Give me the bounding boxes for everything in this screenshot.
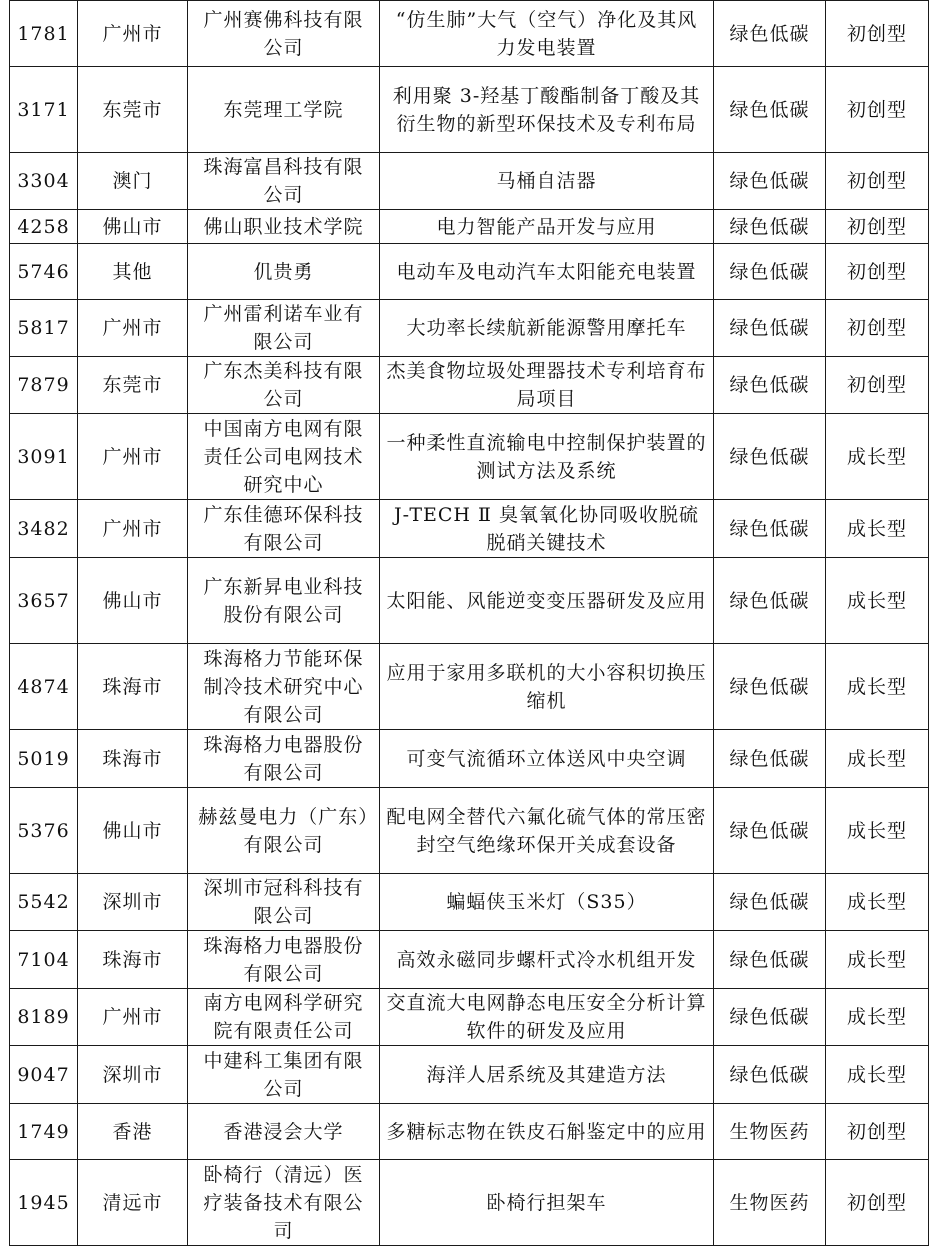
table-row [10, 644, 929, 730]
project-name-cell: “仿生肺”大气（空气）净化及其风力发电装置 [380, 1, 714, 67]
stage-cell: 初创型 [826, 153, 929, 210]
project-name-cell: 多糖标志物在铁皮石斛鉴定中的应用 [380, 1104, 714, 1160]
table-row [10, 1, 929, 67]
project-id-cell: 3171 [10, 67, 78, 153]
project-id-cell: 3091 [10, 414, 78, 500]
city-cell: 珠海市 [78, 644, 188, 730]
project-id-cell: 4258 [10, 210, 78, 244]
project-name-cell: 海洋人居系统及其建造方法 [380, 1046, 714, 1104]
field-cell: 绿色低碳 [714, 788, 826, 874]
city-cell: 东莞市 [78, 67, 188, 153]
stage-cell: 成长型 [826, 500, 929, 558]
stage-cell: 成长型 [826, 558, 929, 644]
project-name-cell: 应用于家用多联机的大小容积切换压缩机 [380, 644, 714, 730]
field-cell: 生物医药 [714, 1104, 826, 1160]
stage-cell: 初创型 [826, 244, 929, 300]
city-cell: 深圳市 [78, 874, 188, 931]
field-cell: 绿色低碳 [714, 644, 826, 730]
field-cell: 绿色低碳 [714, 989, 826, 1046]
field-cell: 绿色低碳 [714, 414, 826, 500]
city-cell: 其他 [78, 244, 188, 300]
city-cell: 珠海市 [78, 931, 188, 989]
field-cell: 绿色低碳 [714, 558, 826, 644]
stage-cell: 成长型 [826, 1046, 929, 1104]
project-id-cell: 4874 [10, 644, 78, 730]
city-cell: 香港 [78, 1104, 188, 1160]
project-id-cell: 3657 [10, 558, 78, 644]
project-name-cell: 马桶自洁器 [380, 153, 714, 210]
organization-cell: 东莞理工学院 [188, 67, 380, 153]
organization-cell: 深圳市冠科科技有限公司 [188, 874, 380, 931]
project-name-cell: 可变气流循环立体送风中央空调 [380, 730, 714, 788]
stage-cell: 成长型 [826, 989, 929, 1046]
stage-cell: 初创型 [826, 1160, 929, 1246]
project-name-cell: 大功率长续航新能源警用摩托车 [380, 300, 714, 357]
table-row [10, 989, 929, 1046]
stage-cell: 成长型 [826, 644, 929, 730]
project-name-cell: 太阳能、风能逆变变压器研发及应用 [380, 558, 714, 644]
organization-cell: 广州雷利诺车业有限公司 [188, 300, 380, 357]
project-id-cell: 5817 [10, 300, 78, 357]
field-cell: 绿色低碳 [714, 153, 826, 210]
stage-cell: 成长型 [826, 931, 929, 989]
table-row [10, 210, 929, 244]
city-cell: 深圳市 [78, 1046, 188, 1104]
field-cell: 生物医药 [714, 1160, 826, 1246]
stage-cell: 成长型 [826, 874, 929, 931]
project-id-cell: 5019 [10, 730, 78, 788]
organization-cell: 佛山职业技术学院 [188, 210, 380, 244]
table-row [10, 357, 929, 414]
project-name-cell: 高效永磁同步螺杆式冷水机组开发 [380, 931, 714, 989]
organization-cell: 仉贵勇 [188, 244, 380, 300]
project-name-cell: 一种柔性直流输电中控制保护装置的测试方法及系统 [380, 414, 714, 500]
table-body [10, 1, 929, 1246]
project-id-cell: 9047 [10, 1046, 78, 1104]
project-id-cell: 7104 [10, 931, 78, 989]
project-name-cell: 电力智能产品开发与应用 [380, 210, 714, 244]
table-row [10, 1046, 929, 1104]
field-cell: 绿色低碳 [714, 931, 826, 989]
table-row [10, 153, 929, 210]
project-name-cell: 利用聚 3-羟基丁酸酯制备丁酸及其衍生物的新型环保技术及专利布局 [380, 67, 714, 153]
city-cell: 佛山市 [78, 788, 188, 874]
table-row [10, 414, 929, 500]
field-cell: 绿色低碳 [714, 67, 826, 153]
organization-cell: 珠海格力节能环保制冷技术研究中心有限公司 [188, 644, 380, 730]
field-cell: 绿色低碳 [714, 874, 826, 931]
organization-cell: 广东佳德环保科技有限公司 [188, 500, 380, 558]
project-id-cell: 1781 [10, 1, 78, 67]
project-id-cell: 1749 [10, 1104, 78, 1160]
city-cell: 广州市 [78, 1, 188, 67]
stage-cell: 成长型 [826, 788, 929, 874]
organization-cell: 广州赛佛科技有限公司 [188, 1, 380, 67]
stage-cell: 初创型 [826, 1, 929, 67]
table-row [10, 788, 929, 874]
city-cell: 佛山市 [78, 210, 188, 244]
field-cell: 绿色低碳 [714, 300, 826, 357]
stage-cell: 初创型 [826, 300, 929, 357]
project-name-cell: 卧椅行担架车 [380, 1160, 714, 1246]
field-cell: 绿色低碳 [714, 1046, 826, 1104]
organization-cell: 赫兹曼电力（广东）有限公司 [188, 788, 380, 874]
table-row [10, 1104, 929, 1160]
organization-cell: 卧椅行（清远）医疗装备技术有限公司 [188, 1160, 380, 1246]
stage-cell: 初创型 [826, 1104, 929, 1160]
project-name-cell: 电动车及电动汽车太阳能充电装置 [380, 244, 714, 300]
stage-cell: 初创型 [826, 67, 929, 153]
organization-cell: 南方电网科学研究院有限责任公司 [188, 989, 380, 1046]
field-cell: 绿色低碳 [714, 210, 826, 244]
organization-cell: 香港浸会大学 [188, 1104, 380, 1160]
project-name-cell: J-TECH Ⅱ 臭氧氧化协同吸收脱硫脱硝关键技术 [380, 500, 714, 558]
stage-cell: 成长型 [826, 730, 929, 788]
table-row [10, 730, 929, 788]
organization-cell: 珠海格力电器股份有限公司 [188, 931, 380, 989]
city-cell: 珠海市 [78, 730, 188, 788]
stage-cell: 初创型 [826, 357, 929, 414]
project-name-cell: 蝙蝠侠玉米灯（S35） [380, 874, 714, 931]
field-cell: 绿色低碳 [714, 730, 826, 788]
field-cell: 绿色低碳 [714, 500, 826, 558]
city-cell: 广州市 [78, 414, 188, 500]
city-cell: 广州市 [78, 300, 188, 357]
city-cell: 广州市 [78, 500, 188, 558]
project-name-cell: 交直流大电网静态电压安全分析计算软件的研发及应用 [380, 989, 714, 1046]
table-row [10, 874, 929, 931]
stage-cell: 初创型 [826, 210, 929, 244]
field-cell: 绿色低碳 [714, 1, 826, 67]
project-id-cell: 5542 [10, 874, 78, 931]
project-id-cell: 3304 [10, 153, 78, 210]
project-id-cell: 3482 [10, 500, 78, 558]
table-row [10, 300, 929, 357]
organization-cell: 中国南方电网有限责任公司电网技术研究中心 [188, 414, 380, 500]
field-cell: 绿色低碳 [714, 244, 826, 300]
organization-cell: 珠海格力电器股份有限公司 [188, 730, 380, 788]
table-row [10, 67, 929, 153]
project-id-cell: 8189 [10, 989, 78, 1046]
table-row [10, 558, 929, 644]
project-name-cell: 配电网全替代六氟化硫气体的常压密封空气绝缘环保开关成套设备 [380, 788, 714, 874]
city-cell: 东莞市 [78, 357, 188, 414]
city-cell: 清远市 [78, 1160, 188, 1246]
project-name-cell: 杰美食物垃圾处理器技术专利培育布局项目 [380, 357, 714, 414]
project-id-cell: 5746 [10, 244, 78, 300]
organization-cell: 珠海富昌科技有限公司 [188, 153, 380, 210]
stage-cell: 成长型 [826, 414, 929, 500]
table-row [10, 244, 929, 300]
city-cell: 澳门 [78, 153, 188, 210]
organization-cell: 广东杰美科技有限公司 [188, 357, 380, 414]
organization-cell: 广东新昇电业科技股份有限公司 [188, 558, 380, 644]
table-row [10, 1160, 929, 1246]
field-cell: 绿色低碳 [714, 357, 826, 414]
city-cell: 佛山市 [78, 558, 188, 644]
project-id-cell: 1945 [10, 1160, 78, 1246]
city-cell: 广州市 [78, 989, 188, 1046]
project-id-cell: 5376 [10, 788, 78, 874]
project-list-table [9, 0, 929, 1246]
organization-cell: 中建科工集团有限公司 [188, 1046, 380, 1104]
table-row [10, 931, 929, 989]
table-row [10, 500, 929, 558]
project-id-cell: 7879 [10, 357, 78, 414]
